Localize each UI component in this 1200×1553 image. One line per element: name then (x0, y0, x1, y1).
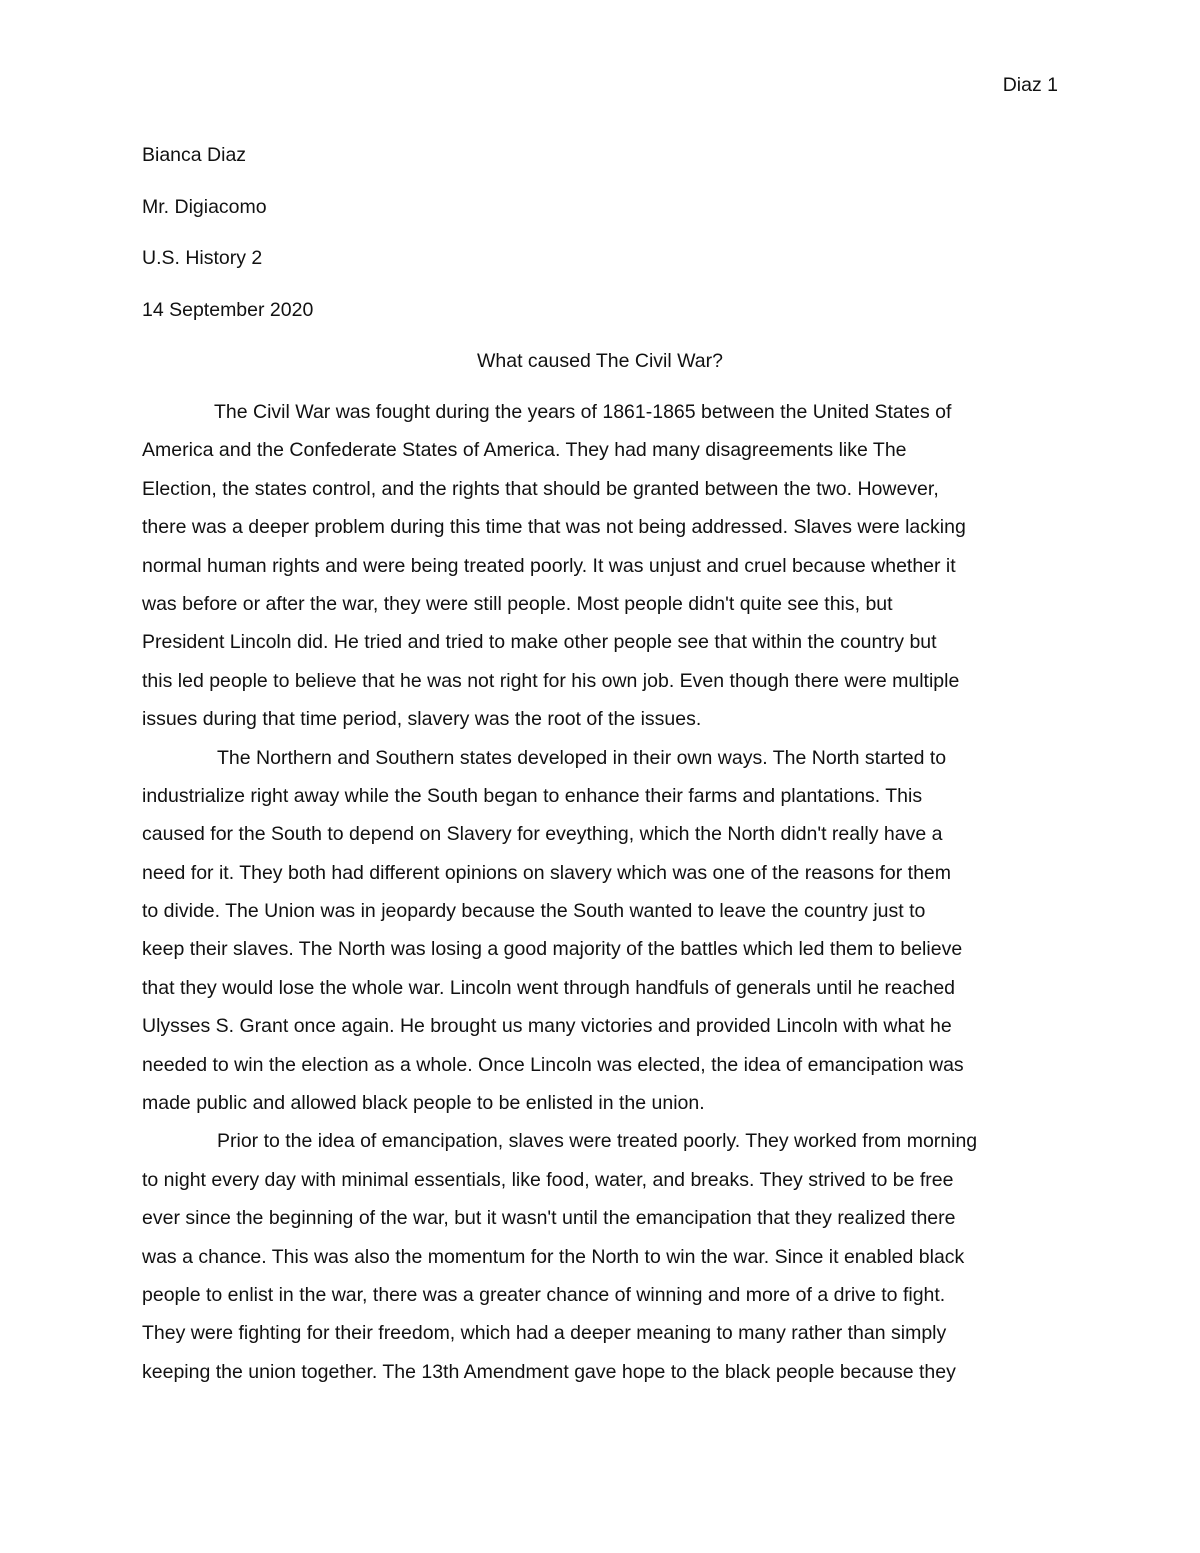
text-line: keep their slaves. The North was losing a good majority of the battles which led them to believe (142, 938, 963, 961)
text-line: ever since the beginning of the war, but it wasn't until the emancipation that they realized there (142, 1207, 956, 1230)
text-line: there was a deeper problem during this time that was not being addressed. Slaves were lacking (142, 516, 966, 539)
text-line: Election, the states control, and the rights that should be granted between the two. However, (142, 477, 939, 500)
text-line: needed to win the election as a whole. Once Lincoln was elected, the idea of emancipation was (142, 1053, 964, 1076)
text-line: this led people to believe that he was not right for his own job. Even though there were multiple (142, 669, 960, 692)
text-line: President Lincoln did. He tried and tried to make other people see that within the country but (142, 631, 937, 654)
text-line: industrialize right away while the South began to enhance their farms and plantations. This (142, 784, 923, 807)
text-line: to divide. The Union was in jeopardy because the South wanted to leave the country just to (142, 900, 926, 923)
essay-body (142, 400, 1058, 1398)
submission-date: 14 September 2020 (142, 298, 314, 321)
text-line: normal human rights and were being treated poorly. It was unjust and cruel because whether it (142, 554, 956, 577)
text-line: America and the Confederate States of America. They had many disagreements like The (142, 439, 907, 462)
instructor-name: Mr. Digiacomo (142, 195, 267, 218)
text-line: keeping the union together. The 13th Amendment gave hope to the black people because they (142, 1360, 956, 1383)
text-line: that they would lose the whole war. Lincoln went through handfuls of generals until he reached (142, 976, 956, 999)
essay-title: What caused The Civil War? (476, 350, 723, 372)
text-line: The Northern and Southern states developed in their own ways. The North started to (217, 746, 947, 769)
text-line: made public and allowed black people to be enlisted in the union. (142, 1092, 705, 1115)
author-name: Bianca Diaz (142, 144, 247, 166)
course-name: U.S. History 2 (142, 247, 263, 270)
text-line: Prior to the idea of emancipation, slaves were treated poorly. They worked from morning (217, 1130, 978, 1153)
text-line: Ulysses S. Grant once again. He brought us many victories and provided Lincoln with what he (142, 1015, 952, 1038)
mla-heading (142, 143, 1058, 349)
text-line: need for it. They both had different opinions on slavery which was one of the reasons for them (142, 861, 952, 884)
text-line: was before or after the war, they were still people. Most people didn't quite see this, but (142, 592, 893, 615)
text-line: issues during that time period, slavery was the root of the issues. (142, 708, 702, 731)
text-line: to night every day with minimal essentials, like food, water, and breaks. They strived to be free (142, 1168, 954, 1191)
text-line: people to enlist in the war, there was a greater chance of winning and more of a drive to fight. (142, 1283, 946, 1306)
text-line: They were fighting for their freedom, which had a deeper meaning to many rather than simply (142, 1322, 947, 1345)
text-line: was a chance. This was also the momentum for the North to win the war. Since it enabled black (142, 1245, 965, 1268)
text-line: caused for the South to depend on Slavery for eveything, which the North didn't really have a (142, 823, 943, 846)
text-line: The Civil War was fought during the years of 1861-1865 between the United States of (214, 401, 952, 423)
page-header: Diaz 1 (1002, 74, 1058, 96)
